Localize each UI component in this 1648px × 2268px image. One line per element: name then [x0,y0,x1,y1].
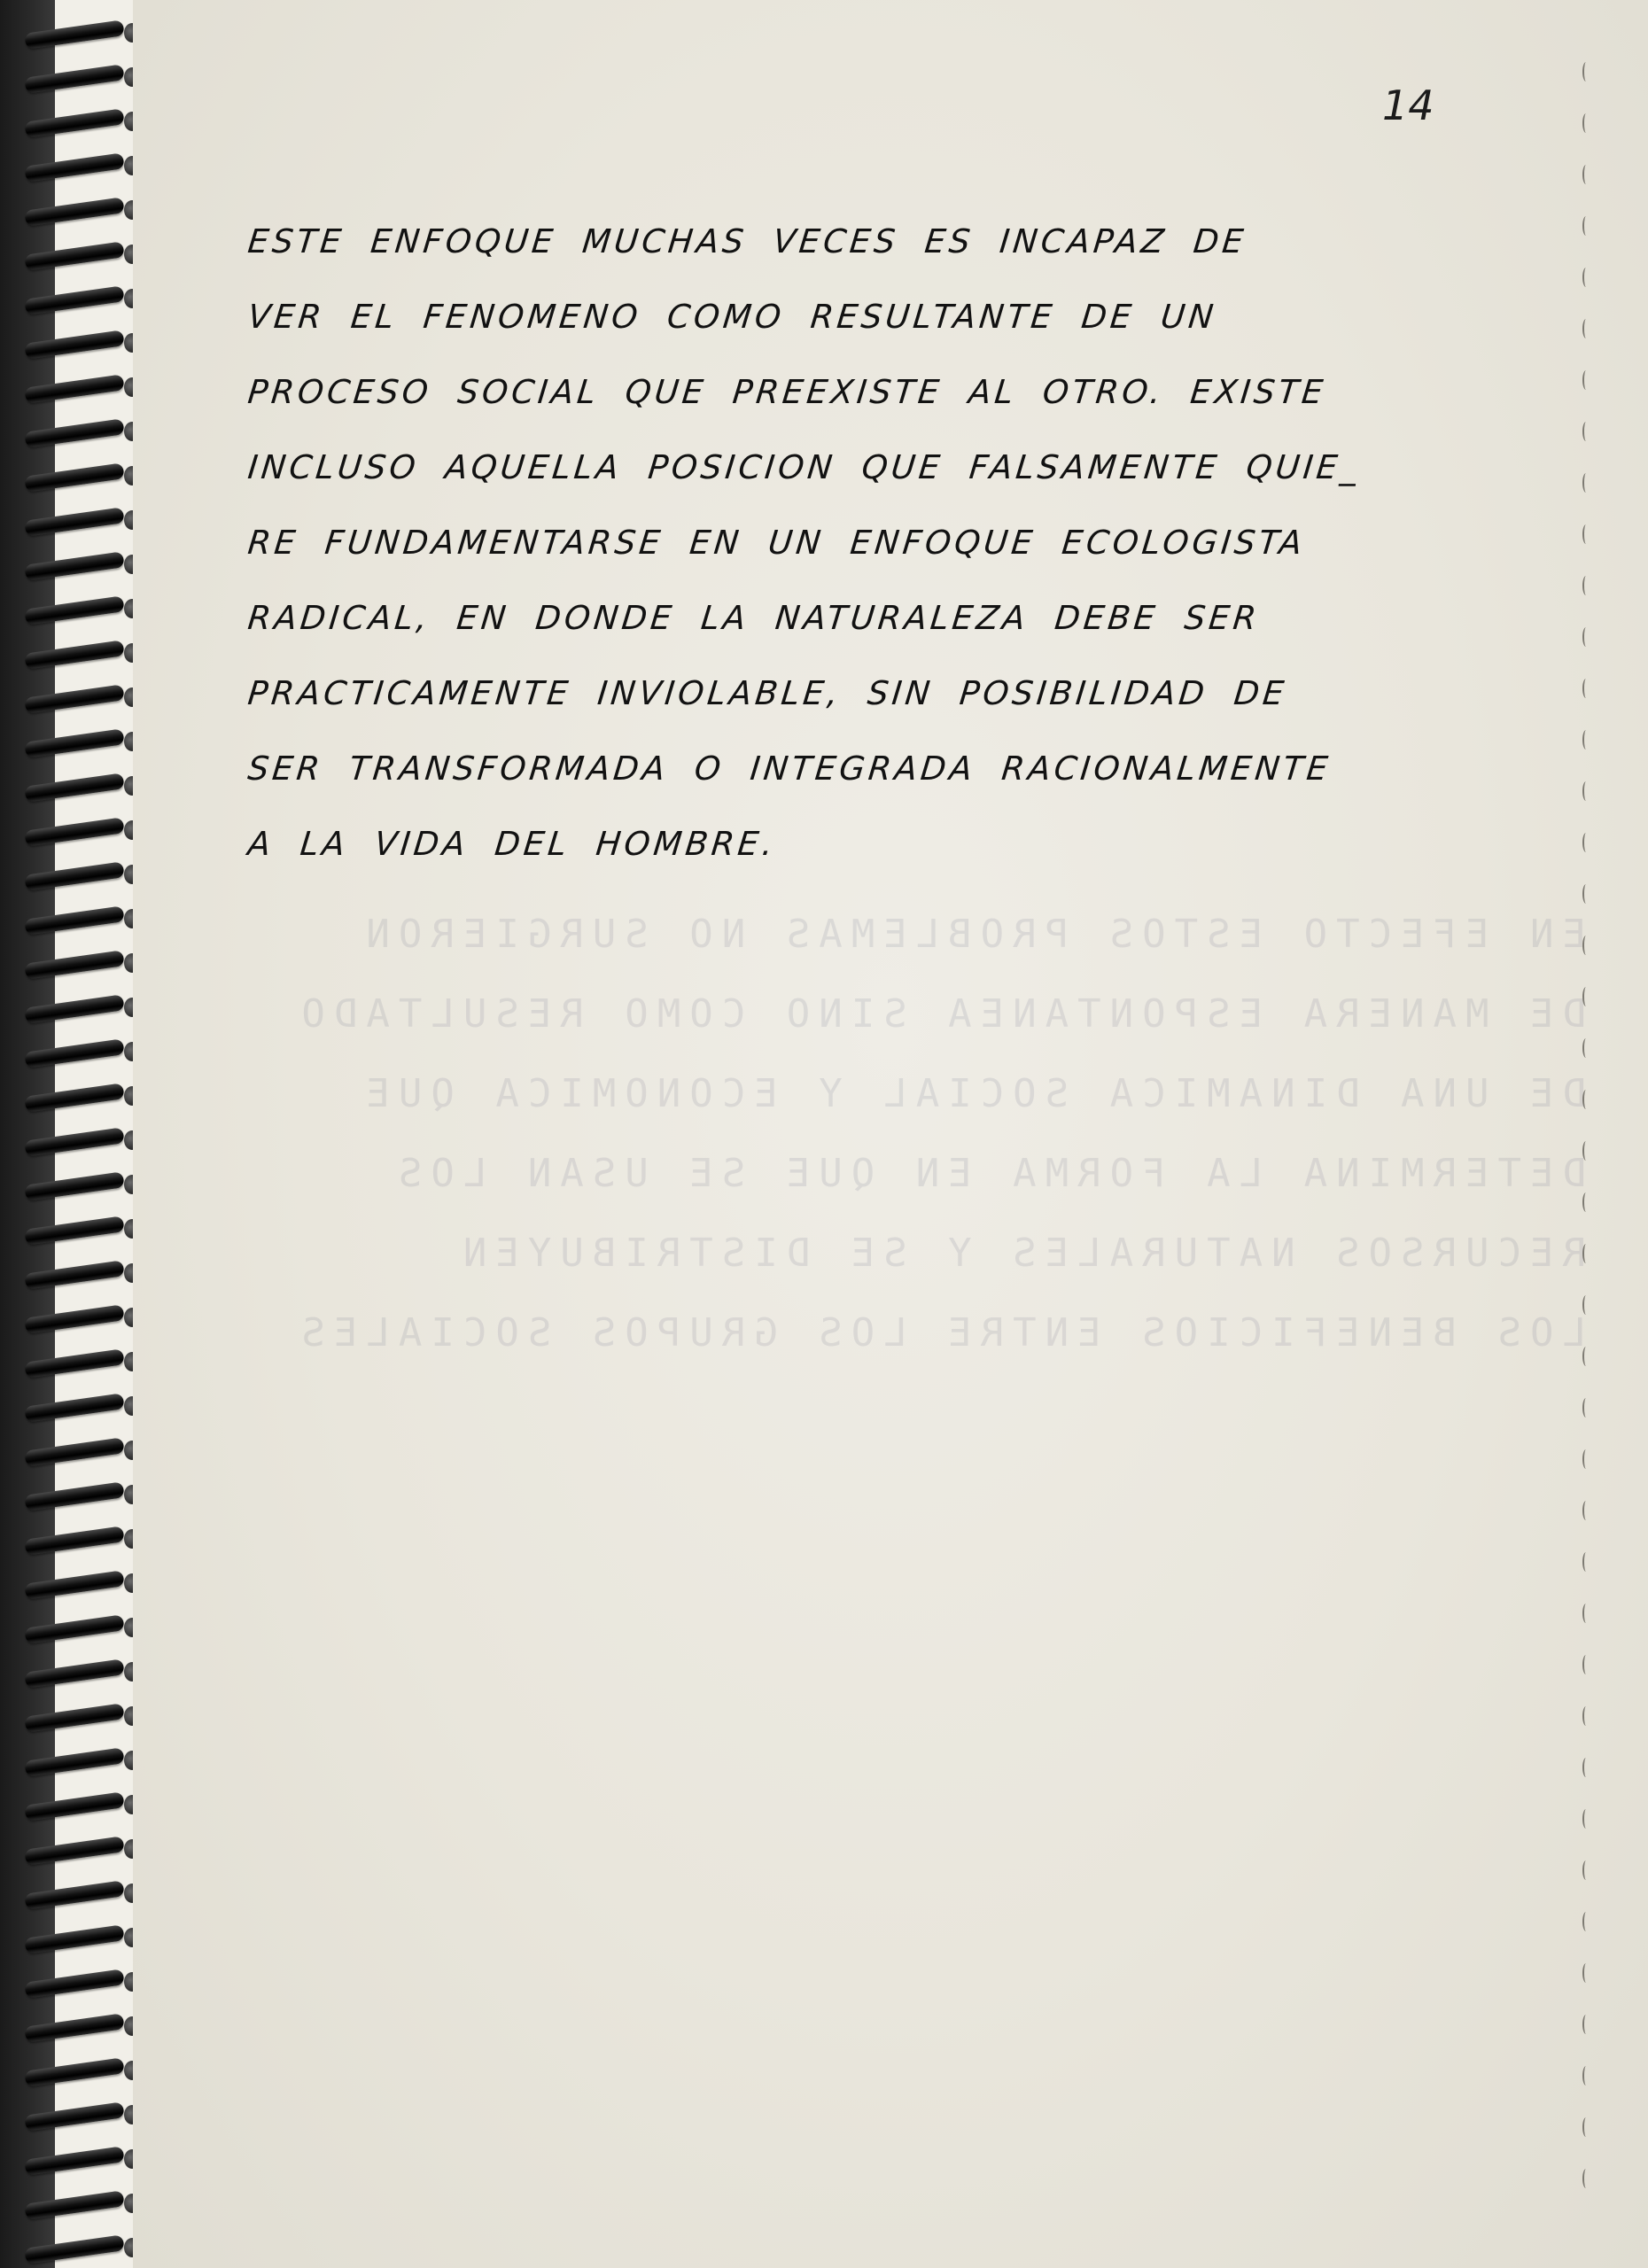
handwritten-paragraph [245,204,1542,882]
page-edge-mark [1582,473,1590,493]
page-edge-mark [1582,987,1590,1006]
page-edge-mark [1582,1192,1590,1212]
page-edge-mark [1582,216,1590,236]
page-edge-mark [1582,2117,1590,2137]
page-edge-mark [1582,319,1590,338]
page-edge-mark [1582,1347,1590,1366]
page-edge-mark [1582,576,1590,595]
page-edge-mark [1582,1141,1590,1161]
page-edge-mark [1582,1398,1590,1418]
handwritten-line: PROCESO SOCIAL QUE PREEXISTE AL OTRO. EXISTE [245,373,1329,411]
page-number: 14 [1382,82,1434,129]
page-edge-mark [1582,833,1590,852]
handwritten-line: RE FUNDAMENTARSE EN UN ENFOQUE ECOLOGISTA [245,524,1308,562]
handwritten-line: ESTE ENFOQUE MUCHAS VECES ES INCAPAZ DE [245,222,1249,260]
handwritten-line: PRACTICAMENTE INVIOLABLE, SIN POSIBILIDAD DE [245,674,1289,712]
page-edge-mark [1582,781,1590,801]
handwritten-line: VER EL FENOMENO COMO RESULTANTE DE UN [245,298,1219,336]
handwritten-line: INCLUSO AQUELLA POSICION QUE FALSAMENTE QUIE_ [245,448,1363,486]
page-edge-mark [1582,524,1590,544]
bleed-through-text: EN EFECTO ESTOS PROBLEMAS NO SURGIERON DE MANERA ESPONTANEA SINO COMO RESULTADO DE UNA DINAMICA SOCIAL Y ECONOMICA QUE DETERMINA LA FORMA EN QUE SE USAN LOS RECURSOS NATURALES Y SE DISTRIBUYEN LOS BENEFICIOS ENTRE LOS GRUPOS SOCIALES [292,912,1586,1355]
page-edge-mark [1582,1809,1590,1829]
page-edge-mark [1582,1912,1590,1931]
page-edge-mark [1582,1758,1590,1777]
page-edge-mark [1582,1501,1590,1520]
page-edge-mark [1582,1655,1590,1674]
page-edge-mark [1582,2066,1590,2085]
handwritten-line: A LA VIDA DEL HOMBRE. [245,825,779,863]
page-edge-mark [1582,2169,1590,2188]
page-edge-mark [1582,679,1590,698]
page-edge-marks [1582,62,1600,2188]
page-edge-mark [1582,113,1590,133]
page-edge-mark [1582,165,1590,184]
page-edge-mark [1582,1552,1590,1572]
page-edge-mark [1582,1706,1590,1726]
page-edge-mark [1582,730,1590,750]
page-edge-mark [1582,1090,1590,1109]
handwritten-line: SER TRANSFORMADA O INTEGRADA RACIONALMENTE [245,750,1333,788]
page-edge-mark [1582,268,1590,287]
page-edge-mark [1582,1244,1590,1263]
spiral-binding [0,0,133,2268]
page-edge-mark [1582,1604,1590,1623]
page-edge-mark [1582,422,1590,441]
page-edge-mark [1582,1038,1590,1058]
page-edge-mark [1582,62,1590,82]
page-edge-mark [1582,1860,1590,1880]
page-edge-mark [1582,2015,1590,2034]
page-edge-mark [1582,627,1590,647]
page-edge-mark [1582,370,1590,390]
handwritten-line: RADICAL, EN DONDE LA NATURALEZA DEBE SER [245,599,1262,637]
page-edge-mark [1582,1449,1590,1469]
page-edge-mark [1582,1963,1590,1983]
page-edge-mark [1582,936,1590,955]
page-edge-mark [1582,884,1590,904]
page-edge-mark [1582,1295,1590,1315]
